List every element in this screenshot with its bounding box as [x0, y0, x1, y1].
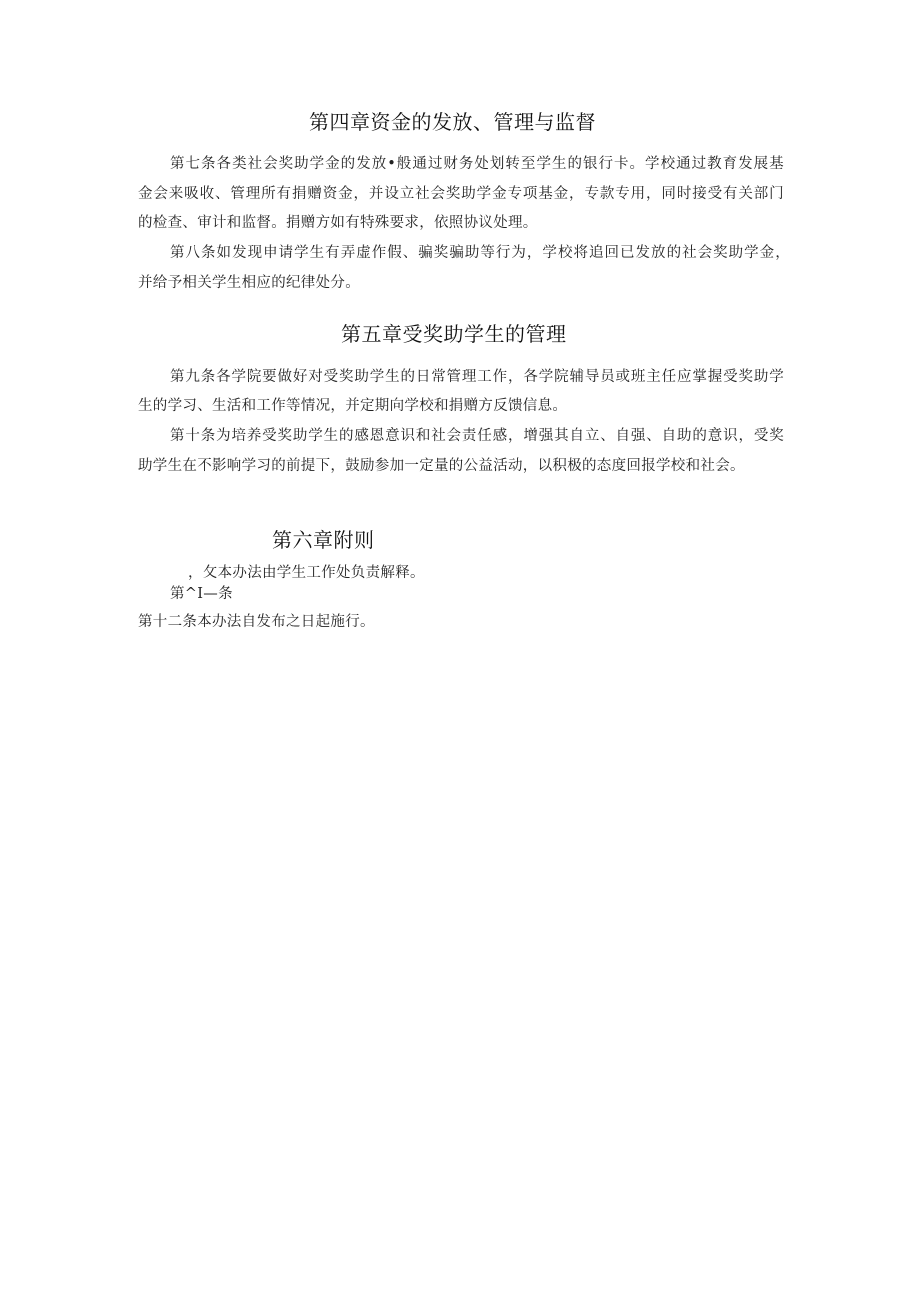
- article-11-label: 第^I—条: [170, 586, 233, 602]
- article-7-line-2: 金会来吸收、管理所有捐赠资金，并设立社会奖助学金专项基金，专款专用，同时接受有关部门: [138, 186, 784, 202]
- chapter-4-title: 第四章资金的发放、管理与监督: [309, 110, 596, 134]
- article-9-line-2: 生的学习、生活和工作等情况，并定期向学校和捐赠方反馈信息。: [138, 398, 568, 414]
- article-7-line-3: 的检查、审计和监督。捐赠方如有特殊要求，依照协议处理。: [138, 215, 538, 231]
- article-10-line-1: 第十条为培养受奖助学生的感恩意识和社会责任感，增强其自立、自强、自助的意识，受奖: [170, 428, 784, 444]
- article-11-text: ，攵本办法由学生工作处负责解释。: [188, 565, 425, 581]
- article-12-text: 第十二条本办法自发布之日起施行。: [138, 614, 375, 630]
- article-7-line-1: 第七条各类社会奖助学金的发放•般通过财务处划转至学生的银行卡。学校通过教育发展基: [170, 156, 784, 172]
- article-8-line-2: 并给予相关学生相应的纪律处分。: [138, 275, 360, 291]
- article-8-line-1: 第八条如发现申请学生有弄虚作假、骗奖骗助等行为，学校将追回已发放的社会奖助学金，: [170, 245, 790, 261]
- chapter-5-title: 第五章受奖助学生的管理: [341, 322, 567, 346]
- chapter-6-title: 第六章附则: [272, 528, 375, 552]
- article-9-line-1: 第九条各学院要做好对受奖助学生的日常管理工作，各学院辅导员或班主任应掌握受奖助学: [170, 369, 784, 385]
- article-10-line-2: 助学生在不影响学习的前提下，鼓励参加一定量的公益活动，以积极的态度回报学校和社会。: [138, 458, 745, 474]
